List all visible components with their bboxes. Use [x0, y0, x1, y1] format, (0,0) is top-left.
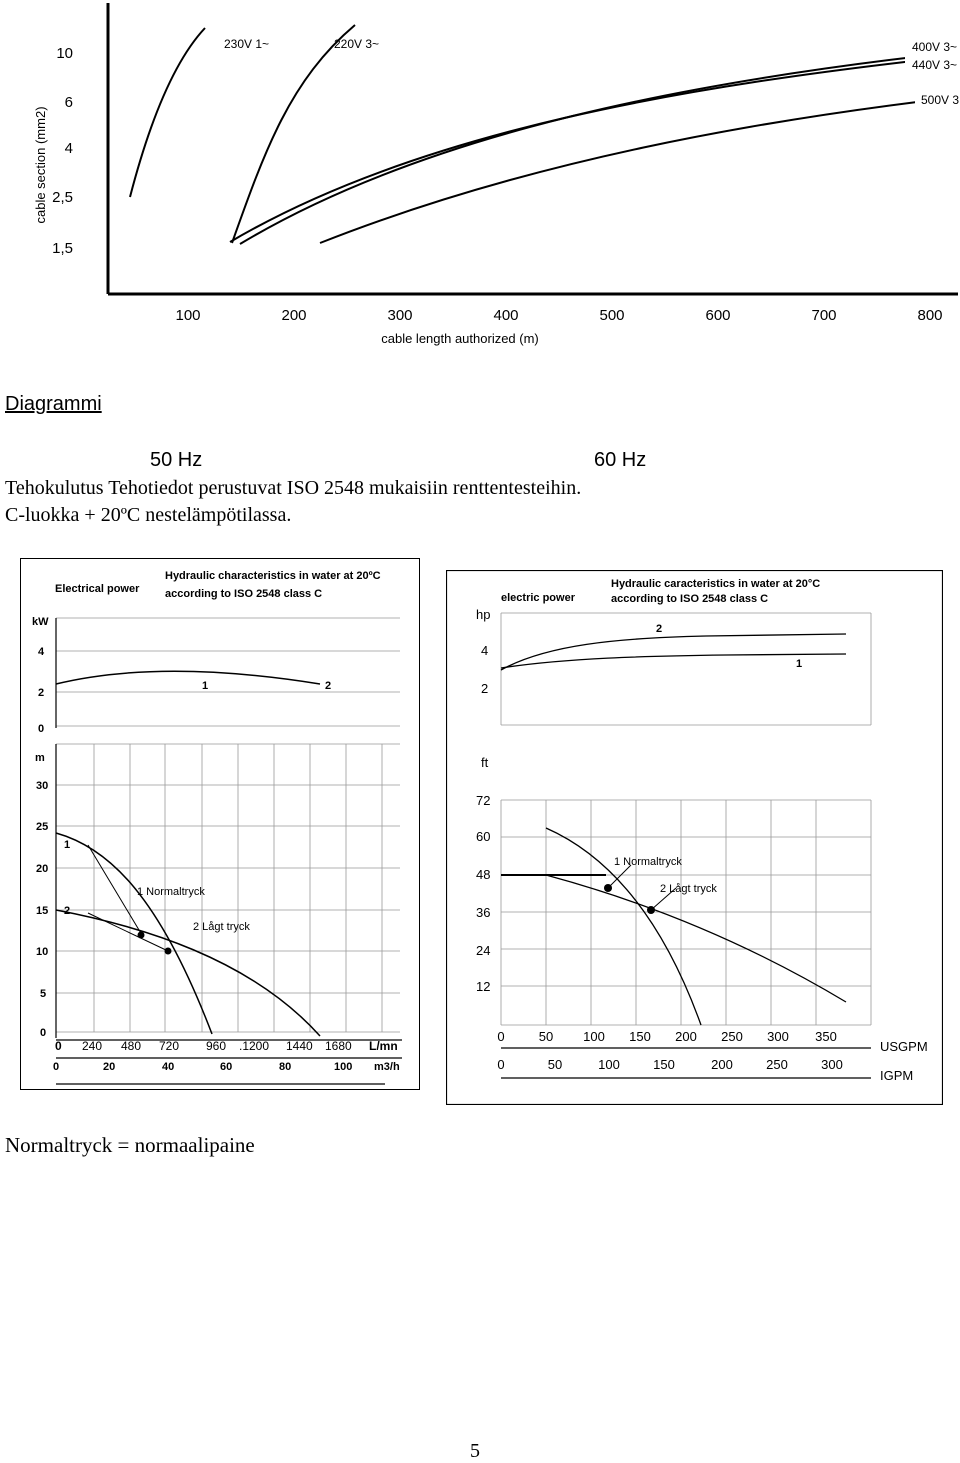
curve-220v-3ph — [232, 25, 355, 243]
pump-60-frame — [447, 571, 943, 1105]
cable-x-tick: 800 — [917, 307, 943, 324]
pump-50-m3h-tick: 0 — [53, 1061, 60, 1073]
pump-50-m3h-unit: m3/h — [374, 1061, 400, 1073]
pump-60-usgpm-tick: 100 — [583, 1029, 605, 1044]
pump-60-igpm-tick: 200 — [711, 1057, 733, 1072]
pump-50-head-tick: 0 — [40, 1027, 47, 1039]
pump-60-igpm-tick: 300 — [821, 1057, 843, 1072]
cable-x-tick: 500 — [599, 307, 625, 324]
pump-50-power-title: Electrical power — [55, 583, 140, 595]
cable-x-tick: 700 — [811, 307, 837, 324]
body-text-line: Tehokulutus Tehotiedot perustuvat ISO 2548 mukaisiin renttentesteihin. — [5, 477, 582, 499]
pump-60-head-tick: 12 — [476, 979, 491, 994]
pump-60-hp-tick: 2 — [481, 681, 489, 696]
pump-50-lmin-unit: L/mn — [369, 1039, 398, 1053]
pump-60-usgpm-tick: 300 — [767, 1029, 789, 1044]
pump-50-kw-tick: 0 — [38, 723, 45, 735]
cable-y-tick: 10 — [56, 45, 73, 62]
cable-y-tick: 2,5 — [52, 189, 73, 206]
curve-500v-3ph — [320, 97, 958, 243]
series-label: 400V 3~ — [912, 40, 958, 54]
pump-60-usgpm-tick: 50 — [538, 1029, 554, 1044]
body-text-line: C-luokka + 20ºC nestelämpötilassa. — [5, 504, 292, 526]
pump-50-head-tick: 5 — [40, 988, 47, 1000]
cable-x-tick: 100 — [175, 307, 201, 324]
pump-60-head-tick: 48 — [476, 867, 491, 882]
cable-x-tick: 600 — [705, 307, 731, 324]
pump-60-hyd-subtitle: according to ISO 2548 class C — [611, 593, 769, 605]
pump-60-igpm-tick: 0 — [497, 1057, 505, 1072]
cable-x-tick: 400 — [493, 307, 519, 324]
page-number: 5 — [470, 1440, 480, 1462]
freq-50hz-label: 50 Hz — [150, 449, 203, 471]
pump-60-hyd-title: Hydraulic caracteristics in water at 20°C — [611, 578, 821, 590]
pump-50-m3h-tick: 40 — [162, 1061, 175, 1073]
pump-50-m3h-tick: 80 — [279, 1061, 292, 1073]
pump-60-power-title: electric power — [501, 592, 575, 604]
cable-y-title: cable section (mm2) — [33, 106, 48, 224]
pump-50-curve-label: 2 — [64, 905, 71, 917]
freq-60hz-label: 60 Hz — [594, 449, 647, 471]
pump-60-hp-unit: hp — [476, 607, 491, 622]
pump-60-op-point-2 — [647, 906, 655, 914]
pump-50-lmin-tick: .1200 — [239, 1039, 270, 1053]
pump-50-head-tick: 15 — [36, 905, 49, 917]
pump-60-head-tick: 36 — [476, 905, 491, 920]
pump-60-usgpm-tick: 0 — [497, 1029, 505, 1044]
pump-50-op-point-2 — [165, 948, 172, 955]
cable-section-chart — [0, 0, 960, 360]
pump-60-head-tick: 60 — [476, 829, 491, 844]
cable-x-tick: 300 — [387, 307, 413, 324]
pump-60-usgpm-tick: 350 — [815, 1029, 837, 1044]
pump-50-lmin-tick: 0 — [55, 1039, 62, 1053]
footnote: Normaltryck = normaalipaine — [5, 1133, 255, 1157]
pump-50-lmin-tick: 1680 — [325, 1039, 352, 1053]
pump-50-kw-tick: 4 — [38, 646, 45, 658]
pump-60-igpm-tick: 50 — [547, 1057, 563, 1072]
pump-50-kw-unit: kW — [32, 616, 49, 628]
pump-60-power-label: 2 — [656, 623, 663, 635]
cable-y-tick: 4 — [64, 140, 73, 157]
pump-60-head-tick: 72 — [476, 793, 491, 808]
pump-50-callout-low: 2 Lågt tryck — [193, 921, 250, 933]
pump-50-hyd-subtitle: according to ISO 2548 class C — [165, 588, 323, 600]
pump-60-callout-low: 2 Lågt tryck — [660, 883, 717, 895]
curve-230v-1ph — [130, 28, 205, 197]
pump-50-lmin-tick: 720 — [159, 1039, 180, 1053]
pump-chart-60hz — [446, 570, 943, 1105]
pump-60-usgpm-tick: 250 — [721, 1029, 743, 1044]
series-label: 230V 1~ — [224, 37, 270, 51]
pump-50-head-unit: m — [35, 752, 45, 764]
pump-60-head-tick: 24 — [476, 943, 491, 958]
pump-60-usgpm-tick: 150 — [629, 1029, 651, 1044]
pump-50-kw-tick: 2 — [38, 687, 45, 699]
pump-50-frame — [21, 559, 420, 1090]
pump-50-power-label: 1 — [202, 680, 209, 692]
pump-60-usgpm-tick: 200 — [675, 1029, 697, 1044]
pump-60-igpm-tick: 100 — [598, 1057, 620, 1072]
pump-50-hyd-title: Hydraulic characteristics in water at 20ºC — [165, 570, 381, 582]
pump-60-igpm-unit: IGPM — [880, 1068, 914, 1083]
cable-y-tick: 1,5 — [52, 240, 73, 257]
pump-50-head-tick: 30 — [36, 780, 49, 792]
pump-60-head-unit: ft — [481, 755, 489, 770]
pump-50-m3h-tick: 100 — [334, 1061, 353, 1073]
cable-x-tick: 200 — [281, 307, 307, 324]
series-label: 440V 3~ — [912, 58, 958, 72]
pump-50-head-tick: 10 — [36, 946, 49, 958]
cable-y-tick: 6 — [64, 94, 73, 111]
pump-60-power-label: 1 — [796, 658, 803, 670]
pump-60-igpm-tick: 150 — [653, 1057, 675, 1072]
pump-50-op-point-1 — [138, 932, 145, 939]
curve-440v-3ph — [230, 56, 958, 242]
pump-50-m3h-tick: 20 — [103, 1061, 116, 1073]
series-label: 220V 3~ — [334, 37, 380, 51]
pump-50-power-label: 2 — [325, 680, 332, 692]
pump-chart-50hz — [20, 558, 420, 1090]
pump-60-hp-tick: 4 — [481, 643, 489, 658]
section-heading: Diagrammi — [5, 393, 102, 415]
pump-50-lmin-tick: 240 — [82, 1039, 103, 1053]
pump-60-op-point-1 — [604, 884, 612, 892]
pump-60-callout-normal: 1 Normaltryck — [614, 856, 682, 868]
pump-50-lmin-tick: 480 — [121, 1039, 142, 1053]
pump-60-igpm-tick: 250 — [766, 1057, 788, 1072]
pump-50-lmin-tick: 960 — [206, 1039, 227, 1053]
cable-x-title: cable length authorized (m) — [381, 331, 539, 346]
pump-50-head-tick: 25 — [36, 821, 49, 833]
pump-50-lmin-tick: 1440 — [286, 1039, 313, 1053]
curve-400v-3ph — [240, 52, 958, 244]
pump-50-callout-normal: 1 Normaltryck — [137, 886, 205, 898]
series-label: 500V 3 — [921, 93, 960, 107]
pump-50-curve-label: 1 — [64, 839, 71, 851]
pump-50-m3h-tick: 60 — [220, 1061, 233, 1073]
pump-60-usgpm-unit: USGPM — [880, 1039, 928, 1054]
pump-50-head-tick: 20 — [36, 863, 49, 875]
